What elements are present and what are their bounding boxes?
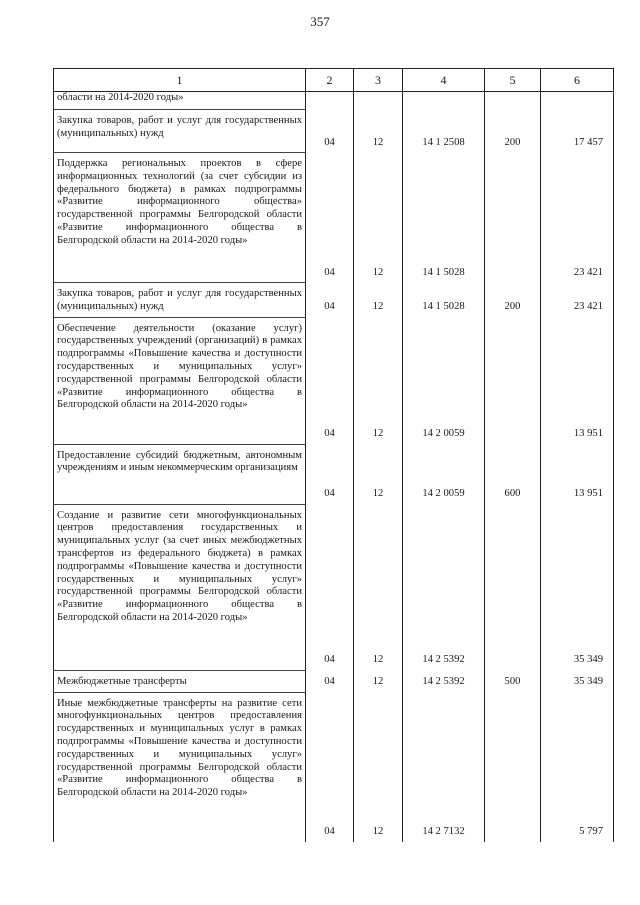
row-expense-type-code <box>485 692 541 842</box>
row-subsection-code: 12 <box>354 153 403 283</box>
header-col-2: 2 <box>306 69 354 92</box>
row-section-code <box>306 92 354 110</box>
row-amount: 23 421 <box>541 153 614 283</box>
row-target-article-code <box>403 92 485 110</box>
row-expense-type-code: 500 <box>485 670 541 692</box>
page-number: 357 <box>310 14 330 29</box>
table-row <box>54 692 614 842</box>
row-description <box>54 670 306 692</box>
row-section-code: 04 <box>306 317 354 444</box>
row-amount <box>541 92 614 110</box>
row-description <box>54 504 306 670</box>
row-description <box>54 692 306 842</box>
row-target-article-code: 14 2 5392 <box>403 504 485 670</box>
row-description-text: области на 2014-2020 годы» <box>57 92 184 103</box>
row-description <box>54 283 306 318</box>
row-description-text: Закупка товаров, работ и услуг для государственных (муниципальных) нужд <box>57 115 302 139</box>
row-description <box>54 444 306 504</box>
row-target-article-code: 14 1 2508 <box>403 110 485 153</box>
row-expense-type-code <box>485 153 541 283</box>
row-subsection-code: 12 <box>354 444 403 504</box>
row-target-article-code: 14 2 0059 <box>403 317 485 444</box>
row-subsection-code: 12 <box>354 317 403 444</box>
row-target-article-code: 14 2 5392 <box>403 670 485 692</box>
table-row <box>54 92 614 110</box>
row-description <box>54 153 306 283</box>
row-description-text: Предоставление субсидий бюджетным, автономным учреждениям и иным некоммерческим организациям <box>57 449 302 474</box>
row-target-article-code: 14 1 5028 <box>403 153 485 283</box>
row-section-code: 04 <box>306 283 354 318</box>
row-description-text: Создание и развитие сети многофункциональных центров предоставления государственных и муниципальных услуг (за счет иных межбюджетных трансфертов из федерального бюджета) в рамках подпрограммы «Повышение качества и доступности государственных и муниципальных услуг» государственной программы Белгородской области «Развитие информационного общества в Белгородской области на 2014-2020 годы» <box>57 509 302 623</box>
row-amount: 13 951 <box>541 444 614 504</box>
table-body <box>54 92 614 843</box>
table-row <box>54 670 614 692</box>
row-subsection-code: 12 <box>354 283 403 318</box>
header-col-4: 4 <box>403 69 485 92</box>
header-col-1: 1 <box>54 69 306 92</box>
row-section-code: 04 <box>306 444 354 504</box>
table-row <box>54 283 614 318</box>
row-description <box>54 110 306 153</box>
row-expense-type-code: 200 <box>485 283 541 318</box>
table-row <box>54 317 614 444</box>
row-target-article-code: 14 2 0059 <box>403 444 485 504</box>
row-expense-type-code <box>485 92 541 110</box>
row-subsection-code <box>354 92 403 110</box>
table-header <box>54 69 614 92</box>
row-target-article-code: 14 2 7132 <box>403 692 485 842</box>
row-section-code: 04 <box>306 153 354 283</box>
row-description-text: Закупка товаров, работ и услуг для государственных (муниципальных) нужд <box>57 288 302 312</box>
row-amount: 35 349 <box>541 670 614 692</box>
row-description-text: Поддержка региональных проектов в сфере информационных технологий (за счет субсидии из федерального бюджета) в рамках подпрограммы «Развитие информационного общества» государственной программы Белгородской области «Развитие информационного общества в Белгородской области на 2014-2020 годы» <box>57 158 302 246</box>
row-amount: 13 951 <box>541 317 614 444</box>
row-amount: 23 421 <box>541 283 614 318</box>
row-description-text: Межбюджетные трансферты <box>57 675 187 687</box>
header-col-5: 5 <box>485 69 541 92</box>
row-section-code: 04 <box>306 110 354 153</box>
table-row <box>54 110 614 153</box>
row-section-code: 04 <box>306 670 354 692</box>
row-subsection-code: 12 <box>354 504 403 670</box>
row-subsection-code: 12 <box>354 110 403 153</box>
row-description-text: Иные межбюджетные трансферты на развитие сети многофункциональных центров предоставления государственных и муниципальных услуг в рамках подпрограммы «Повышение качества и доступности государственных и муниципальных услуг» государственной программы Белгородской области «Развитие информационного общества в Белгородской области на 2014-2020 годы» <box>57 697 302 799</box>
row-expense-type-code: 600 <box>485 444 541 504</box>
row-section-code: 04 <box>306 692 354 842</box>
row-description <box>54 317 306 444</box>
row-amount: 35 349 <box>541 504 614 670</box>
row-expense-type-code <box>485 504 541 670</box>
row-description-text: Обеспечение деятельности (оказание услуг) государственных учреждений (организаций) в рамках подпрограммы «Повышение качества и доступности государственных и муниципальных услуг» государственной программы Белгородской области «Развитие информационного общества в Белгородской области на 2014-2020 годы» <box>57 322 302 411</box>
table-row <box>54 504 614 670</box>
header-col-6: 6 <box>541 69 614 92</box>
row-expense-type-code <box>485 317 541 444</box>
row-amount: 5 797 <box>541 692 614 842</box>
row-amount: 17 457 <box>541 110 614 153</box>
row-subsection-code: 12 <box>354 670 403 692</box>
row-section-code: 04 <box>306 504 354 670</box>
table-row <box>54 153 614 283</box>
header-col-3: 3 <box>354 69 403 92</box>
row-expense-type-code: 200 <box>485 110 541 153</box>
row-target-article-code: 14 1 5028 <box>403 283 485 318</box>
budget-table <box>53 68 614 842</box>
row-subsection-code: 12 <box>354 692 403 842</box>
row-description <box>54 92 306 110</box>
table-row <box>54 444 614 504</box>
